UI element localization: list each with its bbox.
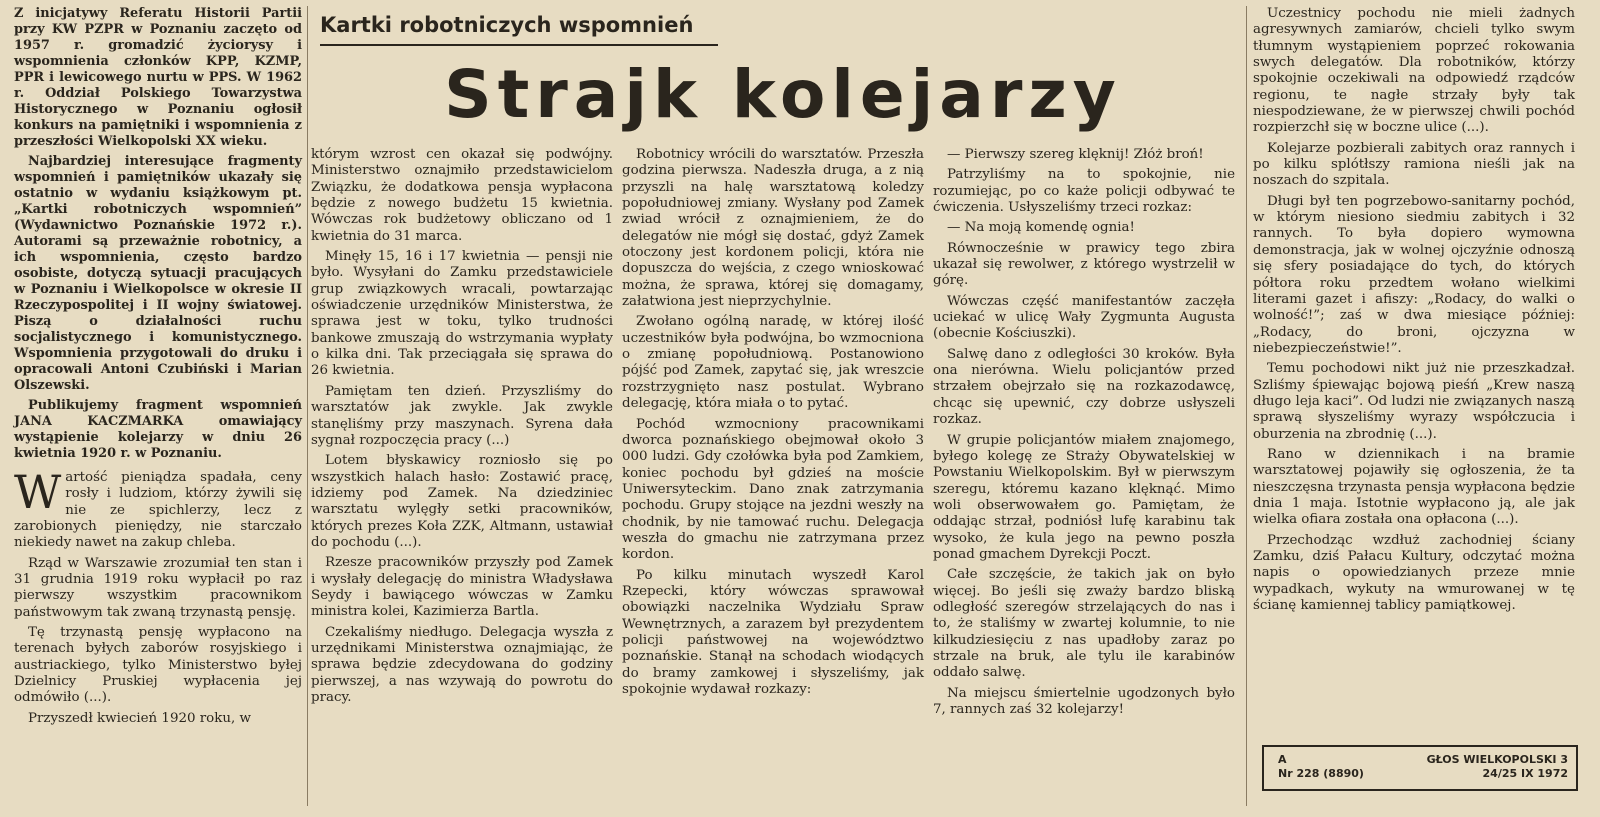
body-paragraph: — Pierwszy szereg klęknij! Złóż broń! — [947, 147, 1204, 162]
source-box — [1262, 745, 1578, 791]
body-paragraph: — Na moją komendę ognia! — [947, 220, 1135, 236]
section-letter: A — [1278, 753, 1287, 766]
kicker-rule — [320, 44, 718, 46]
body-paragraph: Temu pochodowi nikt już nie przeszkadzał. Szliśmy śpiewając bojową pieśń „Krew naszą długo leja kaci”. Od ludzi nie związanych naszą sprawą słyszeliśmy wyrazy współczucia i oburzenia na zbrodnię (...). — [1253, 361, 1575, 442]
issue-number: 228 (8890) — [1296, 767, 1364, 780]
body-paragraph: Patrzyliśmy na to spokojnie, nie rozumiejąc, po co każe policji odbywać te ćwiczenia. Usłyszeliśmy trzeci rozkaz: — [933, 167, 1235, 216]
body-paragraph: Długi był ten pogrzebowo-sanitarny pochód, w którym niesiono siedmiu zabitych i 32 rannych. To była dopiero wymowna demonstracja, jak w wolnej ojczyźnie odnoszą się sfery posiadające do tych, do których półtora roku przedtem wołano wielkimi literami gazet i afiszy: „Rodacy, do walki o wolność!”; zaś w dwa miesiące później: „Rodacy, do broni, ojczyzna w niebezpieczeństwie!”. — [1253, 193, 1575, 356]
issue-date: 24/25 IX 1972 — [1482, 767, 1568, 780]
body-paragraph: Równocześnie w prawicy tego zbira ukazał się rewolwer, z którego wystrzelił w górę. — [933, 240, 1235, 289]
lead-text: artość pieniądza spadała, ceny rosły i ludziom, którzy żywili się nie ze spichlerzy, lecz z zarobionych pieniędzy, nie starczało niekiedy nawet na zakup chleba. — [14, 470, 302, 551]
issue-label: Nr — [1278, 767, 1293, 780]
body-paragraph: Salwę dano z odległości 30 kroków. Była ona nierówna. Wielu policjantów przed strzałem obejrzało się na rozkazodawcę, chcąc się upewnić, czy dobrze usłyszeli rozkaz. — [933, 346, 1235, 428]
body-paragraph: Uczestnicy pochodu nie mieli żadnych agresywnych zamiarów, chcieli tylko swym tłumnym wystąpieniem poprzeć rokowania swych delegatów. Dla robotników, którzy spokojnie oczekiwali na odpowiedź rządców regionu, te nagłe strzały były tak niespodziewane, że w pierwszej chwili pochód rozpierzchł się w boczne ulice (...). — [1253, 6, 1575, 136]
lead-paragraph — [14, 465, 302, 552]
intro-paragraph: Najbardziej interesujące fragmenty wspomnień i pamiętników ukazały się ostatnio w wydaniu książkowym pt. „Kartki robotniczych wspomnień” (Wydawnictwo Poznańskie 1972 r.). Autorami są przeważnie robotnicy, a ich wspomnienia, często bardzo osobiste, dotyczą sytuacji pracujących w Poznaniu i Wielkopolsce w okresie II Rzeczypospolitej i II wojny światowej. Piszą o działalności ruchu socjalistycznego i komunistycznego. Wspomnienia przygotowali do druku i opracowali Antoni Czubiński i Marian Olszewski. — [14, 154, 302, 393]
body-paragraph: W grupie policjantów miałem znajomego, byłego kolegę ze Straży Obywatelskiej w Powstaniu Wielkopolskim. Był w pierwszym szeregu, któremu kazano klęknąć. Mimo woli obserwowałem go. Pamiętam, że oddając strzał, podniósł lufę karabinu tak wysoko, że kula jego na pewno poszła ponad gmachem Dyrekcji Poczt. — [933, 432, 1235, 562]
body-paragraph: Pochód wzmocniony pracownikami dworca poznańskiego obejmował około 3 000 ludzi. Gdy czołówka była pod Zamkiem, koniec pochodu był gdzieś na moście Uniwersyteckim. Dano znak zatrzymania pochodu. Grupy stojące na jezdni weszły na chodnik, by nie tamować ruchu. Delegacja weszła do gmachu nie zatrzymana przez kordon. — [622, 416, 924, 563]
body-paragraph: Po kilku minutach wyszedł Karol Rzepecki, który wówczas sprawował obowiązki naczelnika Wydziału Spraw Wewnętrznych, a zarazem był prezydentem policji państwowej na województwo poznańskie. Stanął na schodach wiodących do bramy zamkowej i słyszeliśmy, jak spokojnie wydawał rozkazy: — [622, 567, 924, 697]
headline: Strajk kolejarzy — [444, 56, 1122, 133]
body-paragraph: Rano w dziennikach i na bramie warsztatowej pojawiły się ogłoszenia, że ta nieszczęsna trzynasta pensja wypłacona będzie dnia 1 maja. Istotnie wypłacono ją, ale jak wielka ofiara została ona opłacona (...). — [1253, 446, 1575, 528]
body-paragraph: Tę trzynastą pensję wypłacono na terenach byłych zaborów rosyjskiego i austriackiego, tylko Ministerstwo byłej Dzielnicy Pruskiej wypłacenia jej odmówiło (...). — [14, 625, 302, 706]
body-paragraph: Minęły 15, 16 i 17 kwietnia — pensji nie było. Wysyłani do Zamku przedstawiciele grup związkowych wracali, powtarzając oświadczenie urzędników Ministerstwa, że sprawa jest w toku, tylko trudności bankowe zmuszają do wstrzymania wypłaty o kilka dni. Tak przeciągała się sprawa do 26 kwietnia. — [311, 249, 613, 379]
body-paragraph: Na miejscu śmiertelnie ugodzonych było 7, rannych zaś 32 kolejarzy! — [933, 685, 1235, 717]
body-paragraph: którym wzrost cen okazał się podwójny. Ministerstwo oznajmiło przedstawicielom Związku, że dodatkowa pensja wypłacona będzie z nowego budżetu 15 kwietnia. Wówczas rok budżetowy obliczano od 1 kwietnia do 31 marca. — [311, 147, 613, 244]
body-paragraph: Rzesze pracowników przyszły pod Zamek i wysłały delegację do ministra Władysława Seydy i bawiącego wówczas w Zamku ministra kolei, Kazimierza Bartla. — [311, 555, 613, 620]
body-paragraph: Kolejarze pozbierali zabitych oraz rannych i po kilku splótłszy ramiona nieśli jak na noszach do szpitala. — [1253, 140, 1575, 189]
drop-cap: W — [14, 465, 62, 519]
body-paragraph: Czekaliśmy niedługo. Delegacja wyszła z urzędnikami Ministerstwa oznajmiając, że sprawa będzie zdecydowana do godziny pierwszej, a nas wzywają do powrotu do pracy. — [311, 624, 613, 705]
body-paragraph: Przyszedł kwiecień 1920 roku, w — [28, 710, 251, 726]
newspaper-name: GŁOS WIELKOPOLSKI 3 — [1426, 753, 1568, 766]
body-paragraph: Przechodząc wzdłuż zachodniej ściany Zamku, dziś Pałacu Kultury, odczytać można napis o opowiedzianych przeze mnie wypadkach, wykuty na wmurowanej w tę ścianę kamiennej tablicy pamiątkowej. — [1253, 532, 1575, 614]
intro-paragraph: Publikujemy fragment wspomnień JANA KACZMARKA omawiający wystąpienie kolejarzy w dniu 26 kwietnia 1920 r. w Poznaniu. — [14, 398, 302, 461]
body-paragraph: Lotem błyskawicy rozniosło się po wszystkich halach hasło: Zostawić pracę, idziemy pod Zamek. Na dziedziniec warsztatu wylęgły setki pracowników, których prezes Koła ZZK, Altmann, ustawiał do pochodu (...). — [311, 453, 613, 550]
body-paragraph: Rząd w Warszawie zrozumiał ten stan i 31 grudnia 1919 roku wypłacił po raz pierwszy wszystkim pracownikom państwowym tak zwaną trzynastą pensję. — [14, 555, 302, 620]
article-column-4 — [933, 147, 1235, 722]
article-column-3 — [622, 147, 924, 702]
column-rule — [1246, 6, 1247, 806]
column-rule — [307, 6, 308, 806]
article-column-5 — [1253, 6, 1575, 618]
body-paragraph: Całe szczęście, że takich jak on było więcej. Bo jeśli się zważy bardzo bliską odległość szeregów strzelających do nas i to, że staliśmy w zwartej kolumnie, to nie kilkudziesięciu z nas upadłoby zaraz po strzale na bruk, ale tylu ile karabinów oddało salwę. — [933, 567, 1235, 681]
body-paragraph: Robotnicy wrócili do warsztatów. Przeszła godzina pierwsza. Nadeszła druga, a z nią przyszli na halę warsztatową koledzy popołudniowej zmiany. Wysłany pod Zamek zwiad wrócił z oznajmieniem, że do delegatów nie mógł się dostać, gdyż Zamek otoczony jest kordonem policji, która nie dopuszcza do wejścia, z czego wnioskować można, że sprawa, której się domagamy, załatwiona jest nieprzychylnie. — [622, 147, 924, 310]
kicker: Kartki robotniczych wspomnień — [320, 13, 694, 37]
body-paragraph: Zwołano ogólną naradę, w której ilość uczestników była podwójna, bo wzmocniona o zmianę popołudniową. Postanowiono pójść pod Zamek, zapytać się, jak wreszcie rozstrzygnięto nasz postulat. Wybrano delegację, która miała o to pytać. — [622, 314, 924, 412]
article-column-2 — [311, 147, 613, 710]
intro-column — [14, 6, 302, 731]
body-paragraph: Wówczas część manifestantów zaczęła uciekać w ulicę Wały Zygmunta Augusta (obecnie Kościuszki). — [933, 293, 1235, 342]
body-paragraph: Pamiętam ten dzień. Przyszliśmy do warsztatów jak zwykle. Jak zwykle stanęliśmy przy maszynach. Syrena dała sygnał rozpoczęcia pracy (...) — [311, 383, 613, 448]
intro-paragraph: Z inicjatywy Referatu Historii Partii przy KW PZPR w Poznaniu zaczęto od 1957 r. gromadzić życiorysy i wspomnienia członków KPP, KZMP, PPR i lewicowego nurtu w PPS. W 1962 r. Oddział Polskiego Towarzystwa Historycznego w Poznaniu ogłosił konkurs na pamiętniki i wspomnienia z przeszłości Wielkopolski XX wieku. — [14, 6, 302, 149]
